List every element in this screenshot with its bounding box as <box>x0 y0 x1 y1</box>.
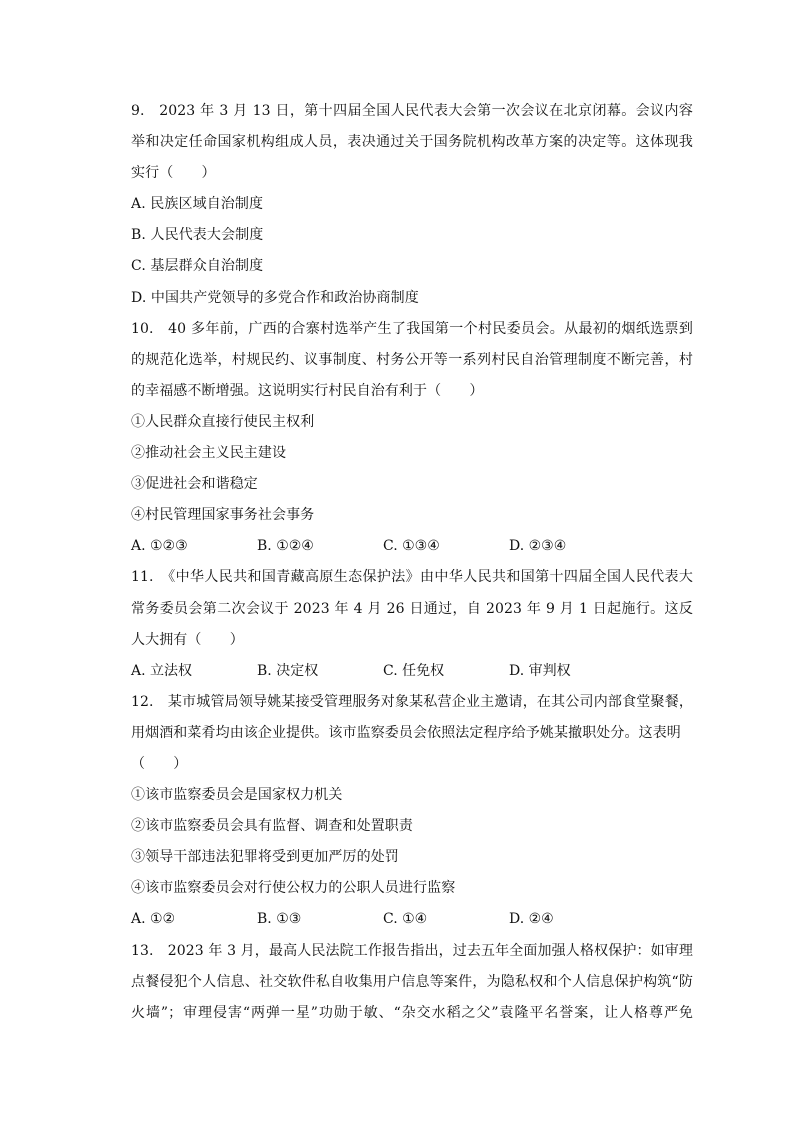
question-9-choice-b: B. 人民代表大会制度 <box>131 227 264 244</box>
question-11-stem-line-2: 常务委员会第二次会议于 2023 年 4 月 26 日通过，自 2023 年 9 月 1 日起施行。这反 <box>131 600 693 617</box>
question-12-stem-line-2: 用烟酒和菜肴均由该企业提供。该市监察委员会依照法定程序给予姚某撤职处分。这表明 <box>131 724 681 741</box>
question-12-option-c: C. ①④ <box>383 911 428 928</box>
question-12-option-b: B. ①③ <box>257 911 302 928</box>
question-9 <box>131 96 693 314</box>
question-10-stem-line-3: 的幸福感不断增强。这说明实行村民自治有利于（ ） <box>131 382 484 399</box>
question-11-option-a: A. 立法权 <box>131 662 193 679</box>
question-10-statement-2: ②推动社会主义民主建设 <box>131 445 287 462</box>
question-11-option-b: B. 决定权 <box>257 662 319 679</box>
question-10-options <box>131 531 693 562</box>
question-11 <box>131 562 693 686</box>
question-11-stem-line-1: 11. 《中华人民共和国青藏高原生态保护法》由中华人民共和国第十四届全国人民代表大 <box>131 569 693 586</box>
question-9-stem-line-3: 实行（ ） <box>131 165 216 182</box>
question-10-statement-1: ①人民群众直接行使民主权利 <box>131 413 315 430</box>
question-13-stem-line-2: 点餐侵犯个人信息、社交软件私自收集用户信息等案件，为隐私权和个人信息保护构筑“防 <box>131 973 693 990</box>
question-12-statement-4: ④该市监察委员会对行使公权力的公职人员进行监察 <box>131 880 456 897</box>
question-list <box>131 96 693 1029</box>
question-9-choice-d: D. 中国共产党领导的多党合作和政治协商制度 <box>131 289 419 306</box>
question-13-stem-line-1: 13. 2023 年 3 月，最高人民法院工作报告指出，过去五年全面加强人格权保护：如审理 <box>131 942 693 959</box>
question-11-options <box>131 656 693 687</box>
question-13 <box>131 936 693 1029</box>
question-10-statement-4: ④村民管理国家事务社会事务 <box>131 507 315 524</box>
question-12-option-a: A. ①② <box>131 911 176 928</box>
question-9-stem-line-1: 9. 2023 年 3 月 13 日，第十四届全国人民代表大会第一次会议在北京闭幕。会议内容 <box>131 103 693 119</box>
question-12-option-d: D. ②④ <box>509 911 554 928</box>
question-10 <box>131 314 693 563</box>
question-10-option-b: B. ①②④ <box>257 538 314 555</box>
question-11-option-d: D. 审判权 <box>509 662 571 679</box>
question-9-choice-a: A. 民族区域自治制度 <box>131 196 264 213</box>
question-9-stem-line-2: 举和决定任命国家机构组成人员，表决通过关于国务院机构改革方案的决定等。这体现我 <box>131 134 693 151</box>
question-12-options <box>131 904 693 935</box>
question-10-stem-line-1: 10. 40 多年前，广西的合寨村选举产生了我国第一个村民委员会。从最初的烟纸选票到 <box>131 320 693 337</box>
question-13-stem-line-3: 火墙”；审理侵害“两弹一星”功勋于敏、“杂交水稻之父”袁隆平名誉案，让人格尊严免 <box>131 1004 693 1021</box>
question-11-option-c: C. 任免权 <box>383 662 445 679</box>
question-12-stem-line-1: 12. 某市城管局领导姚某接受管理服务对象某私营企业主邀请，在其公司内部食堂聚餐， <box>131 693 693 710</box>
question-10-option-a: A. ①②③ <box>131 538 188 555</box>
question-12-statement-1: ①该市监察委员会是国家权力机关 <box>131 787 343 804</box>
question-9-choice-c: C. 基层群众自治制度 <box>131 258 264 275</box>
question-10-option-c: C. ①③④ <box>383 538 440 555</box>
question-10-option-d: D. ②③④ <box>509 538 567 555</box>
question-11-stem-line-3: 人大拥有（ ） <box>131 631 244 648</box>
question-12-statement-3: ③领导干部违法犯罪将受到更加严厉的处罚 <box>131 849 399 866</box>
question-10-statement-3: ③促进社会和谐稳定 <box>131 476 258 493</box>
question-12-statement-2: ②该市监察委员会具有监督、调查和处置职责 <box>131 818 413 835</box>
question-12 <box>131 687 693 936</box>
question-10-stem-line-2: 的规范化选举，村规民约、议事制度、村务公开等一系列村民自治管理制度不断完善，村 <box>131 351 693 368</box>
question-12-stem-line-3: （ ） <box>131 755 188 772</box>
